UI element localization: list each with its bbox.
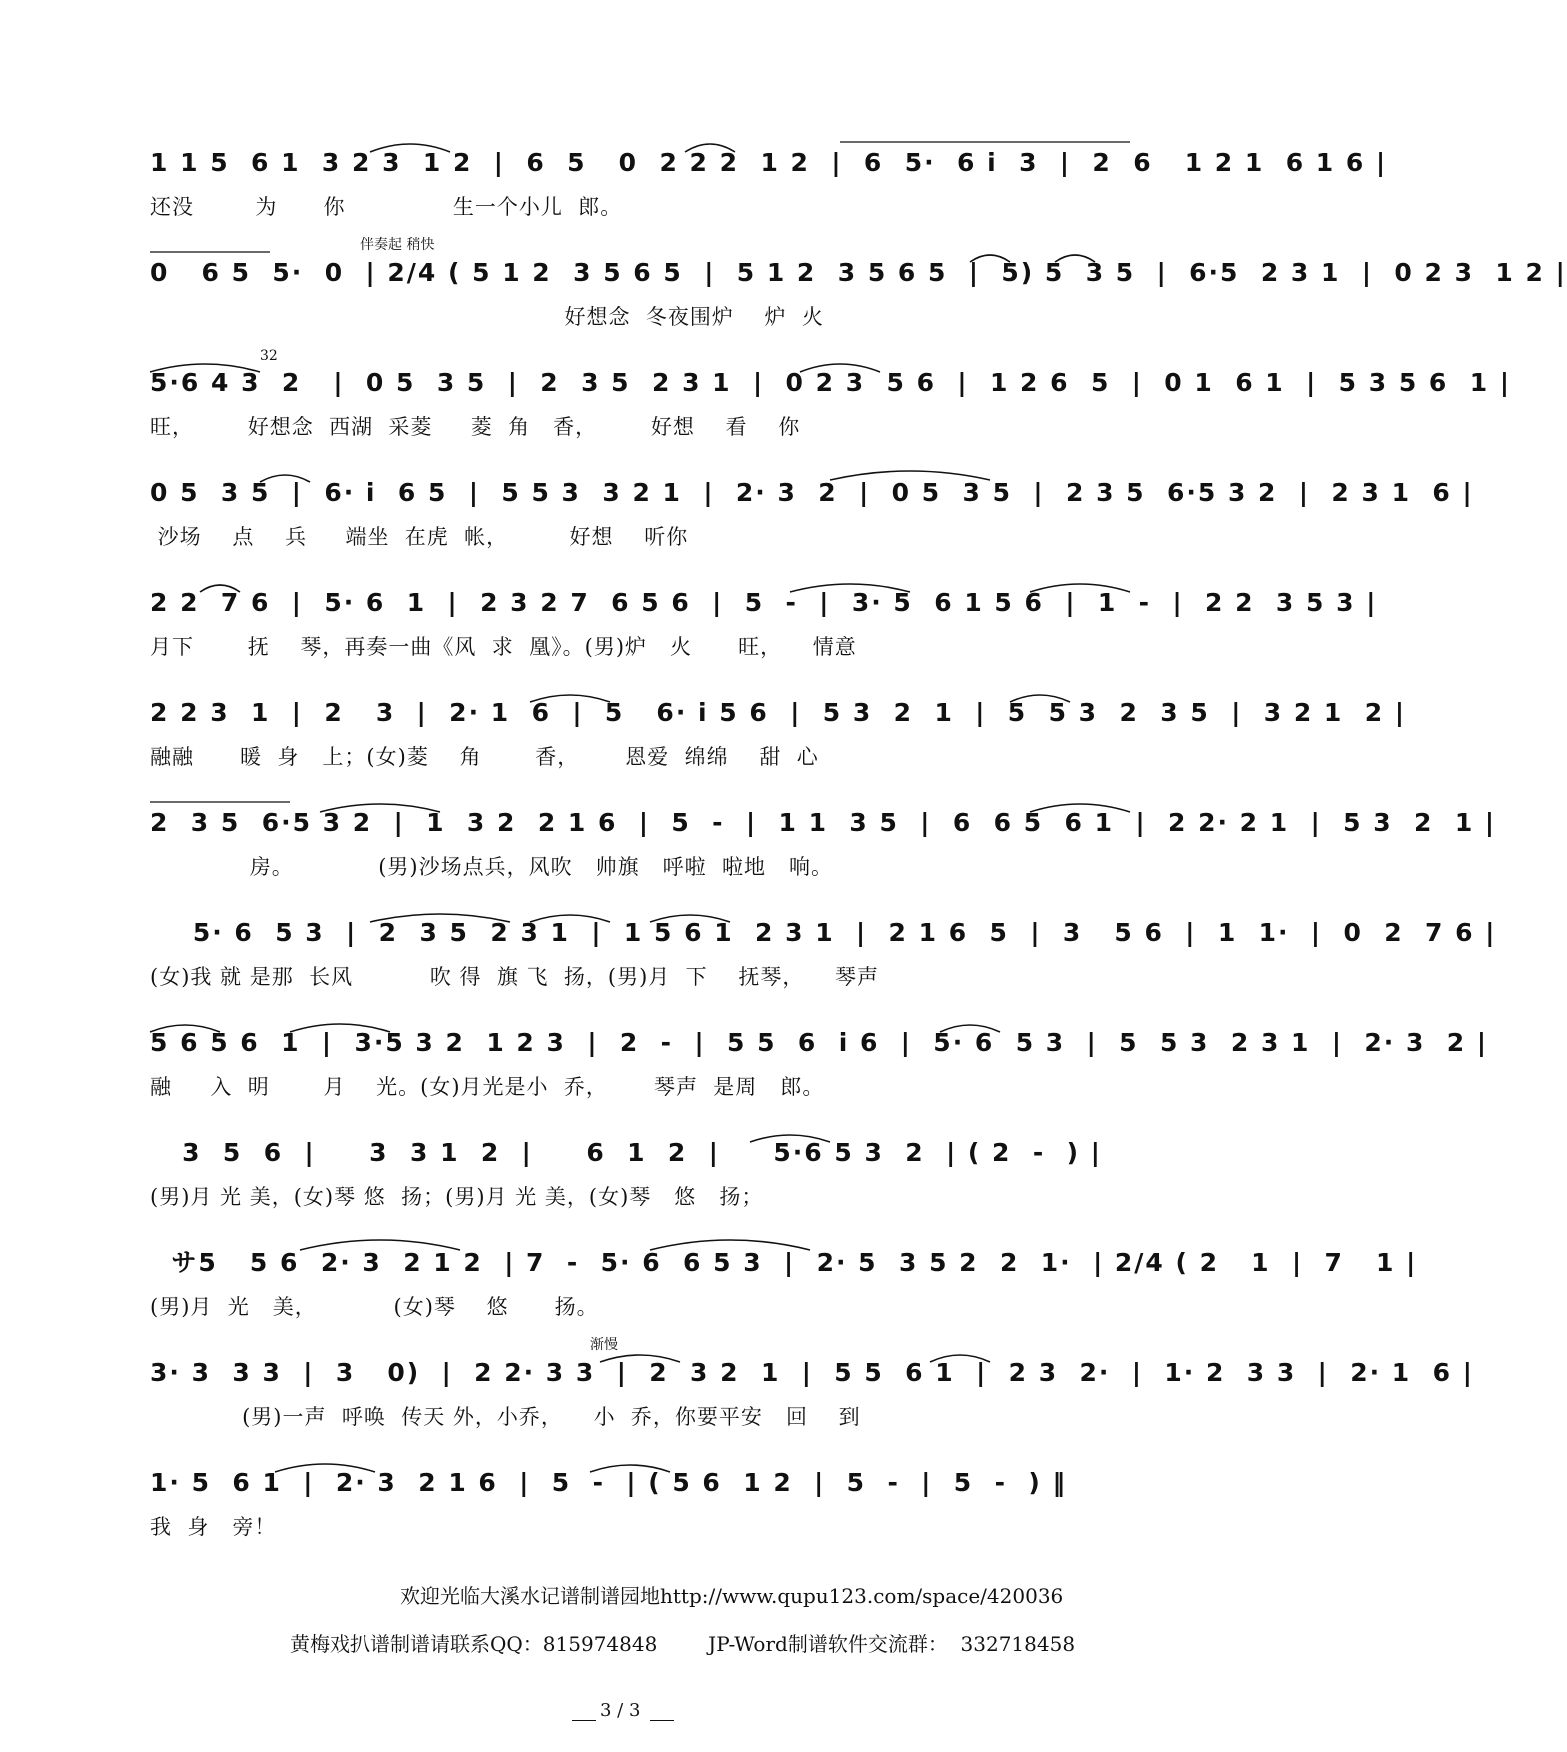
tempo-mark-1: 伴奏起 稍快: [360, 237, 435, 253]
lyrics-line-4: 沙场 点 兵 端坐 在虎 帐， 好想 听你: [150, 525, 689, 549]
notes-line-5: 2 2 7 6 | 5· 6 1 | 2 3 2 7 6 5 6 | 5 - | 3· 5 6 1 5 6 | 1 - | 2 2 3 5 3 |: [150, 588, 1378, 617]
score-line-6: [150, 690, 1406, 800]
score-line-7: [150, 800, 1497, 910]
lyrics-line-3: 旺， 好想念 西湖 采菱 菱 角 香， 好想 看 你: [150, 415, 801, 439]
score-line-13: [150, 1460, 1130, 1570]
notes-line-4: 0 5 3 5 | 6· i 6 5 | 5 5 3 3 2 1 | 2· 3 2 | 0 5 3 5 | 2 3 5 6·5 3 2 | 2 3 1 6 |: [150, 478, 1474, 507]
footer-welcome: 欢迎光临大溪水记谱制谱园地http://www.qupu123.com/space/420036: [400, 1584, 1064, 1608]
score-line-1: [150, 140, 1388, 250]
notes-line-3: 5·6 4 3 2 | 0 5 3 5 | 2 3 5 2 3 1 | 0 2 3 5 6 | 1 2 6 5 | 0 1 6 1 | 5 3 5 6 1 |: [150, 368, 1511, 397]
score-line-3: [150, 348, 1511, 470]
grace-mark-1: 32: [260, 348, 278, 364]
lyrics-line-6: 融融 暖 身 上；(女)菱 角 香， 恩爱 绵绵 甜 心: [150, 745, 819, 769]
notes-line-13: 1· 5 6 1 | 2· 3 2 1 6 | 5 - | ( 5 6 1 2 | 5 - | 5 - ) ‖: [150, 1468, 1067, 1497]
lyrics-line-9: 融 入 明 月 光。(女)月光是小 乔， 琴声 是周 郎。: [150, 1075, 825, 1099]
notes-line-8: 5· 6 5 3 | 2 3 5 2 3 1 | 1 5 6 1 2 3 1 | 2 1 6 5 | 3 5 6 | 1 1· | 0 2 7 6 |: [150, 918, 1497, 947]
notes-line-7: 2 3 5 6·5 3 2 | 1 3 2 2 1 6 | 5 - | 1 1 3 5 | 6 6 5 6 1 | 2 2· 2 1 | 5 3 2 1 |: [150, 808, 1497, 837]
lyrics-line-10: (男)月 光 美，(女)琴 悠 扬；(男)月 光 美，(女)琴 悠 扬；: [150, 1185, 764, 1209]
score-line-5: [150, 580, 1378, 690]
lyrics-line-7: 房。 (男)沙场点兵，风吹 帅旗 呼啦 啦地 响。: [150, 855, 834, 879]
page-rule-right: [650, 1720, 674, 1721]
notes-line-9: 5 6 5 6 1 | 3·5 3 2 1 2 3 | 2 - | 5 5 6 i 6 | 5· 6 5 3 | 5 5 3 2 3 1 | 2· 3 2 |: [150, 1028, 1489, 1057]
lyrics-line-13: 我 身 旁！: [150, 1515, 277, 1539]
lyrics-line-11: (男)月 光 美， (女)琴 悠 扬。: [150, 1295, 599, 1319]
footer-contact: 黄梅戏扒谱制谱请联系QQ：815974848 JP-Word制谱软件交流群： 332718458: [290, 1632, 1076, 1656]
notes-line-2: 0 6 5 5· 0 | 2/4 ( 5 1 2 3 5 6 5 | 5 1 2 3 5 6 5 | 5) 5 3 5 | 6·5 2 3 1 | 0 2 3 1 2 |: [150, 258, 1567, 287]
lyrics-line-2: 好想念 冬夜围炉 炉 火: [150, 305, 824, 329]
page-number: 3 / 3: [600, 1700, 641, 1721]
score-line-8: [150, 910, 1497, 1020]
score-line-9: [150, 1020, 1489, 1130]
notes-line-6: 2 2 3 1 | 2 3 | 2· 1 6 | 5 6· i 5 6 | 5 3 2 1 | 5 5 3 2 3 5 | 3 2 1 2 |: [150, 698, 1406, 727]
score-line-2: [150, 237, 1567, 360]
lyrics-line-8: (女)我 就 是那 长风 吹 得 旗 飞 扬，(男)月 下 抚琴， 琴声: [150, 965, 880, 989]
lyrics-line-12: (男)一声 呼唤 传天 外，小乔， 小 乔，你要平安 回 到: [150, 1405, 861, 1429]
notes-line-1: 1 1 5 6 1 3 2 3 1 2 | 6 5 0 2 2 2 1 2 | 6 5· 6 i 3 | 2 6 1 2 1 6 1 6 |: [150, 148, 1388, 177]
page-rule-left: [572, 1720, 596, 1721]
lyrics-line-1: 还没 为 你 生一个小儿 郎。: [150, 195, 623, 219]
score-line-12: [150, 1337, 1474, 1460]
score-line-10: [150, 1130, 1130, 1240]
notes-line-10: 3 5 6 | 3 3 1 2 | 6 1 2 | 5·6 5 3 2 | ( 2 - ) |: [150, 1138, 1102, 1167]
notes-line-11: サ5 5 6 2· 3 2 1 2 | 7 - 5· 6 6 5 3 | 2· 5 3 5 2 2 1· | 2/4 ( 2 1 | 7 1 |: [150, 1248, 1418, 1277]
score-line-11: [150, 1240, 1418, 1350]
tempo-mark-2: 渐慢: [590, 1337, 618, 1353]
score-line-4: [150, 470, 1474, 580]
lyrics-line-5: 月下 抚 琴，再奏一曲《风 求 凰》。(男)炉 火 旺， 情意: [150, 635, 857, 659]
notes-line-12: 3· 3 3 3 | 3 0) | 2 2· 3 3 | 2 3 2 1 | 5 5 6 1 | 2 3 2· | 1· 2 3 3 | 2· 1 6 |: [150, 1358, 1474, 1387]
